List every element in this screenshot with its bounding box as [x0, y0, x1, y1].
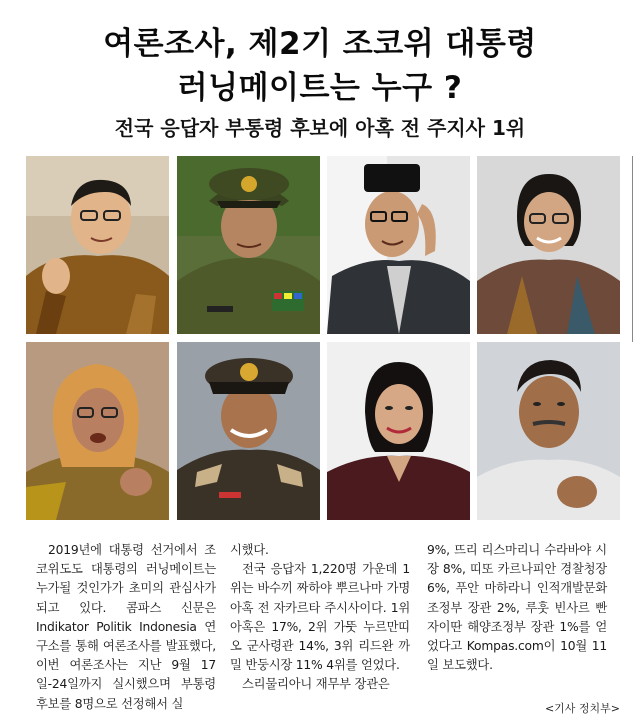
subheadline: 전국 응답자 부통령 후보에 아혹 전 주지사 1위	[114, 116, 526, 140]
portrait-photo-5	[26, 342, 169, 520]
article-paragraph: 9%, 뜨리 리스마리니 수라바야 시장 8%, 띠또 카르나피안 경찰청장 6%, 푸안 마하라니 인적개발문화조정부 장관 2%, 루훗 빈사르 빤자이딴 해양조정부 장관 1%를 얻었다고 Kompas.com이 10월 11일 보도했다.	[427, 543, 607, 673]
portrait-3-image	[327, 156, 470, 334]
portrait-6-image	[177, 342, 320, 520]
portrait-7-image	[327, 342, 470, 520]
article-paragraph: 스리물리아니 재무부 장관은	[242, 677, 390, 692]
portrait-photo-7	[327, 342, 470, 520]
photo-edge-rule	[632, 156, 633, 342]
article-column-3	[427, 541, 607, 675]
article-credit: <기사 정치부>	[544, 702, 620, 715]
article-paragraph: 2019년에 대통령 선거에서 조코위도도 대통령의 러닝메이트는 누가될 것인가가 초미의 관심사가 되고 있다. 콤파스 신문은 Indikator Politik Indonesia 연구소를 통해 여론조사를 발표했다, 이번 여론조사는 지난 9월 17일-24일까지 실시했으며 부통령 후보를 8명으로 선정해서 실	[36, 543, 216, 711]
portrait-1-image	[26, 156, 169, 334]
portrait-photo-8	[477, 342, 620, 520]
portrait-photo-6	[177, 342, 320, 520]
headline-line-1: 여론조사, 제2기 조코위 대통령	[103, 26, 537, 62]
portrait-photo-2	[177, 156, 320, 334]
portrait-8-image	[477, 342, 620, 520]
headline-line-2: 러닝메이트는 누구 ?	[177, 70, 463, 106]
article-column-1	[36, 541, 216, 714]
portrait-photo-3	[327, 156, 470, 334]
portrait-photo-1	[26, 156, 169, 334]
article-paragraph: 전국 응답자 1,220명 가운데 1위는 바수끼 짜하야 뿌르나마 가명 아혹 전 자카르타 주시사이다. 1위 아혹은 17%, 2위 가뚯 누르만띠오 군사령관 14%, 3위 리드완 까밀 반둥시장 11% 4위를 얻었다.	[230, 562, 410, 673]
portrait-2-image	[177, 156, 320, 334]
article-column-2	[230, 541, 410, 695]
portrait-5-image	[26, 342, 169, 520]
article-paragraph: 시했다.	[230, 543, 269, 557]
portrait-4-image	[477, 156, 620, 334]
portrait-photo-4	[477, 156, 620, 334]
